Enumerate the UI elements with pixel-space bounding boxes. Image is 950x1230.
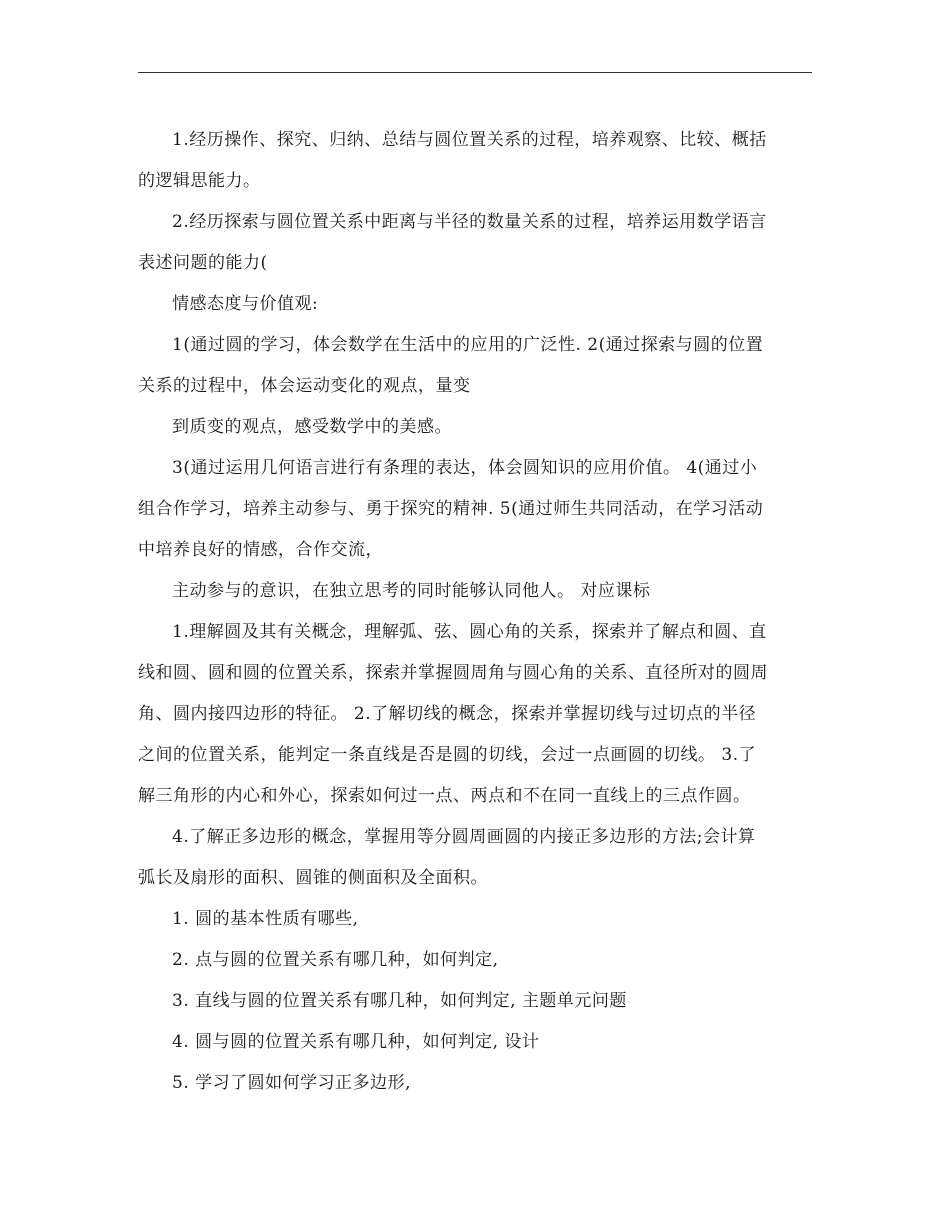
text-line: 的逻辑思能力。 [138,171,261,191]
paragraph-9 [138,817,814,899]
document-body [138,120,814,1104]
text-line: 解三角形的内心和外心，探索如何过一点、两点和不在同一直线上的三点作圆。 [138,786,751,806]
text-line: 弧长及扇形的面积、圆锥的侧面积及全面积。 [138,868,488,888]
text-line: 1.理解圆及其有关概念，理解弧、弦、圆心角的关系，探索并了解点和圆、直 [172,622,767,642]
question-item-3 [138,981,814,1022]
text-line: 表述问题的能力( [138,253,268,273]
text-line: 2.经历探索与圆位置关系中距离与半径的数量关系的过程，培养运用数学语言 [172,212,767,232]
paragraph-4 [138,325,814,407]
text-line: 角、圆内接四边形的特征。 2.了解切线的概念，探索并掌握切线与过切点的半径 [138,704,757,724]
text-line: 到质变的观点，感受数学中的美感。 [172,417,452,437]
paragraph-3 [138,284,814,325]
text-line: 1.经历操作、探究、归纳、总结与圆位置关系的过程，培养观察、比较、概括 [172,130,767,150]
header-rule [138,72,812,73]
text-line: 3(通过运用几何语言进行有条理的表达，体会圆知识的应用价值。 4(通过小 [172,458,758,478]
list-item: 4. 圆与圆的位置关系有哪几种，如何判定, 设计 [172,1032,540,1052]
paragraph-6 [138,448,814,571]
text-line: 主动参与的意识，在独立思考的同时能够认同他人。 对应课标 [172,581,651,601]
question-item-1 [138,899,814,940]
paragraph-2 [138,202,814,284]
text-line: 1(通过圆的学习，体会数学在生活中的应用的广泛性. 2(通过探索与圆的位置 [172,335,764,355]
paragraph-1 [138,120,814,202]
text-line: 之间的位置关系，能判定一条直线是否是圆的切线，会过一点画圆的切线。 3.了 [138,745,757,765]
paragraph-8 [138,612,814,817]
text-line: 4.了解正多边形的概念，掌握用等分圆周画圆的内接正多边形的方法;会计算 [172,827,756,847]
section-heading: 情感态度与价值观: [172,294,319,314]
paragraph-7 [138,571,814,612]
list-item: 1. 圆的基本性质有哪些, [172,909,359,929]
list-item: 5. 学习了圆如何学习正多边形, [172,1073,412,1093]
text-line: 关系的过程中，体会运动变化的观点，量变 [138,376,471,396]
question-item-4 [138,1022,814,1063]
text-line: 组合作学习，培养主动参与、勇于探究的精神. 5(通过师生共同活动，在学习活动 [138,499,764,519]
text-line: 线和圆、圆和圆的位置关系，探索并掌握圆周角与圆心角的关系、直径所对的圆周 [138,663,768,683]
text-line: 中培养良好的情感，合作交流， [138,540,383,560]
paragraph-5 [138,407,814,448]
list-item: 3. 直线与圆的位置关系有哪几种，如何判定, 主题单元问题 [172,991,627,1011]
question-item-2 [138,940,814,981]
list-item: 2. 点与圆的位置关系有哪几种，如何判定, [172,950,499,970]
question-item-5 [138,1063,814,1104]
